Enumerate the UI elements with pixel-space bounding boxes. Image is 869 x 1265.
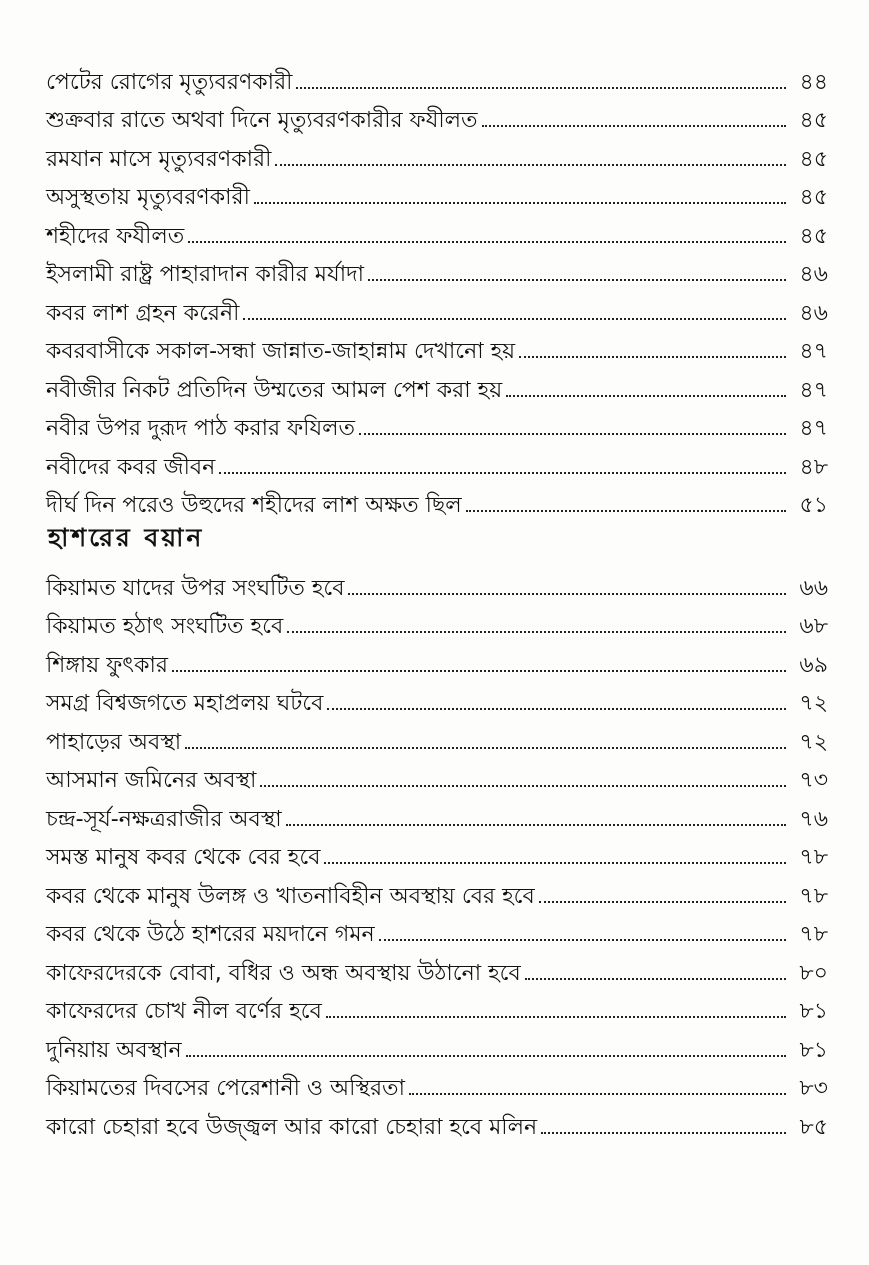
toc-entry-title: নবীজীর নিকট প্রতিদিন উম্মতের আমল পেশ করা হয় <box>46 377 503 403</box>
dot-leader <box>539 901 786 903</box>
toc-entry-title: কবর লাশ গ্রহন করেনী <box>46 300 240 326</box>
toc-entry-page-number: ৭৮ <box>799 883 828 909</box>
dot-leader <box>275 164 786 166</box>
toc-entry <box>46 286 828 325</box>
toc-entry <box>46 869 828 908</box>
toc-entry <box>46 831 828 870</box>
section-heading: হাশরের বয়ান <box>48 523 205 552</box>
toc-entry-title: কবর থেকে মানুষ উলঙ্গ ও খাতনাবিহীন অবস্থায় বের হবে <box>46 883 535 909</box>
dot-leader <box>482 125 786 127</box>
toc-entry-page-number: ৪৮ <box>799 454 828 480</box>
toc-entry-page-number: ৬৮ <box>799 614 828 639</box>
toc-group-2 <box>46 561 828 1139</box>
toc-entry-page-number: ৪৭ <box>799 339 828 364</box>
dot-leader <box>186 1055 786 1057</box>
dot-leader <box>296 87 786 89</box>
toc-entry <box>46 132 828 171</box>
toc-entry-title: কবর থেকে উঠে হাশরের ময়দানে গমন <box>46 922 375 947</box>
toc-entry-title: কাফেরদের চোখ নীল বর্ণের হবে <box>46 999 322 1024</box>
table-of-contents <box>46 55 828 1139</box>
toc-entry <box>46 985 828 1024</box>
toc-entry-title: অসুস্থতায় মৃত্যুবরণকারী <box>46 185 250 210</box>
dot-leader <box>243 318 786 320</box>
toc-entry <box>46 600 828 639</box>
dot-leader <box>506 395 786 397</box>
toc-entry-page-number: ৪৭ <box>799 377 828 403</box>
toc-entry-page-number: ৮১ <box>799 1037 828 1063</box>
toc-entry-title: কবরবাসীকে সকাল-সন্ধা জান্নাত-জাহান্নাম দেখানো হয় <box>46 339 516 364</box>
toc-entry <box>46 171 828 210</box>
toc-entry-page-number: ৭২ <box>799 729 828 755</box>
dot-leader <box>541 1132 786 1134</box>
toc-entry <box>46 248 828 287</box>
toc-entry <box>46 561 828 600</box>
dot-leader <box>172 670 786 672</box>
toc-entry-title: কাফেরদেরকে বোবা, বধির ও অন্ধ অবস্থায় উঠানো হবে <box>46 960 521 986</box>
toc-entry-title: আসমান জমিনের অবস্থা <box>46 768 257 793</box>
toc-entry-page-number: ৮৩ <box>799 1076 828 1101</box>
toc-entry-title: দীর্ঘ দিন পরেও উহুদের শহীদের লাশ অক্ষত ছিল <box>46 493 462 518</box>
toc-entry <box>46 908 828 947</box>
toc-entry-page-number: ৪৪ <box>799 69 828 95</box>
toc-entry-title: কিয়ামত হঠাৎ সংঘটিত হবে <box>46 614 284 639</box>
dot-leader <box>324 862 786 864</box>
dot-leader <box>359 433 786 435</box>
toc-entry-title: চন্দ্র-সূর্য-নক্ষত্ররাজীর অবস্থা <box>46 806 282 832</box>
toc-entry-title: নবীর উপর দুরূদ পাঠ করার ফযিলত <box>46 416 356 441</box>
toc-entry-title: পাহাড়ের অবস্থা <box>46 729 182 755</box>
toc-entry-page-number: ৭৮ <box>799 845 828 870</box>
toc-entry-title: রমযান মাসে মৃত্যুবরণকারী <box>46 146 272 172</box>
dot-leader <box>254 202 786 204</box>
dot-leader <box>185 747 786 749</box>
toc-entry-page-number: ৪৭ <box>799 416 828 441</box>
toc-entry-page-number: ৭৬ <box>799 806 828 832</box>
toc-entry-title: নবীদের কবর জীবন <box>46 454 216 480</box>
toc-entry-title: দুনিয়ায় অবস্থান <box>46 1037 182 1063</box>
toc-entry <box>46 325 828 364</box>
toc-entry-page-number: ৮১ <box>799 999 828 1024</box>
toc-entry-page-number: ৭৩ <box>799 768 828 793</box>
toc-entry <box>46 440 828 479</box>
toc-entry <box>46 209 828 248</box>
toc-entry-title: সমগ্র বিশ্বজগতে মহাপ্রলয় ঘটবে <box>46 691 324 716</box>
toc-entry <box>46 1023 828 1062</box>
toc-group-1 <box>46 55 828 517</box>
dot-leader <box>219 472 786 474</box>
toc-entry-title: পেটের রোগের মৃত্যুবরণকারী <box>46 69 293 95</box>
toc-entry <box>46 1062 828 1101</box>
toc-entry <box>46 754 828 793</box>
toc-entry <box>46 402 828 441</box>
toc-entry <box>46 94 828 133</box>
dot-leader <box>466 510 786 512</box>
toc-entry-page-number: ৮০ <box>799 960 828 986</box>
toc-entry-page-number: ৪৫ <box>799 185 828 210</box>
dot-leader <box>368 279 786 281</box>
toc-entry <box>46 677 828 716</box>
toc-entry-page-number: ৭৮ <box>799 922 828 947</box>
dot-leader <box>260 785 786 787</box>
toc-entry-title: কিয়ামতের দিবসের পেরেশানী ও অস্থিরতা <box>46 1076 405 1101</box>
toc-entry-title: ইসলামী রাষ্ট্র পাহারাদান কারীর মর্যাদা <box>46 262 365 287</box>
dot-leader <box>519 356 786 358</box>
toc-entry-page-number: ৮৫ <box>799 1114 828 1140</box>
toc-entry-page-number: ৪৬ <box>799 262 828 287</box>
dot-leader <box>287 631 786 633</box>
dot-leader <box>327 708 786 710</box>
dot-leader <box>286 824 786 826</box>
dot-leader <box>188 241 786 243</box>
dot-leader <box>409 1093 786 1095</box>
dot-leader <box>326 1016 786 1018</box>
toc-entry-title: শহীদের ফযীলত <box>46 223 185 249</box>
toc-entry <box>46 55 828 94</box>
toc-entry <box>46 363 828 402</box>
toc-entry-page-number: ৫১ <box>799 493 828 518</box>
dot-leader <box>379 939 786 941</box>
toc-entry <box>46 638 828 677</box>
toc-entry-page-number: ৬৯ <box>799 652 828 678</box>
dot-leader <box>348 593 786 595</box>
toc-entry-page-number: ৪৫ <box>799 108 828 133</box>
toc-entry-title: কিয়ামত যাদের উপর সংঘটিত হবে <box>46 575 345 601</box>
toc-entry-title: শিঙ্গায় ফুৎকার <box>46 652 168 678</box>
toc-entry-title: সমস্ত মানুষ কবর থেকে বের হবে <box>46 845 321 870</box>
toc-entry-page-number: ৪৫ <box>799 146 828 172</box>
toc-entry-page-number: ৬৬ <box>799 575 828 601</box>
toc-entry-page-number: ৪৫ <box>799 223 828 249</box>
toc-entry-page-number: ৭২ <box>799 691 828 716</box>
toc-entry <box>46 792 828 831</box>
toc-entry <box>46 479 828 518</box>
toc-entry <box>46 946 828 985</box>
dot-leader <box>525 978 786 980</box>
toc-entry-title: কারো চেহারা হবে উজ্জ্বল আর কারো চেহারা হবে মলিন <box>46 1114 538 1140</box>
toc-entry-page-number: ৪৬ <box>799 300 828 326</box>
toc-entry <box>46 1100 828 1139</box>
toc-entry-title: শুক্রবার রাতে অথবা দিনে মৃত্যুবরণকারীর ফযীলত <box>46 108 478 133</box>
toc-entry <box>46 715 828 754</box>
